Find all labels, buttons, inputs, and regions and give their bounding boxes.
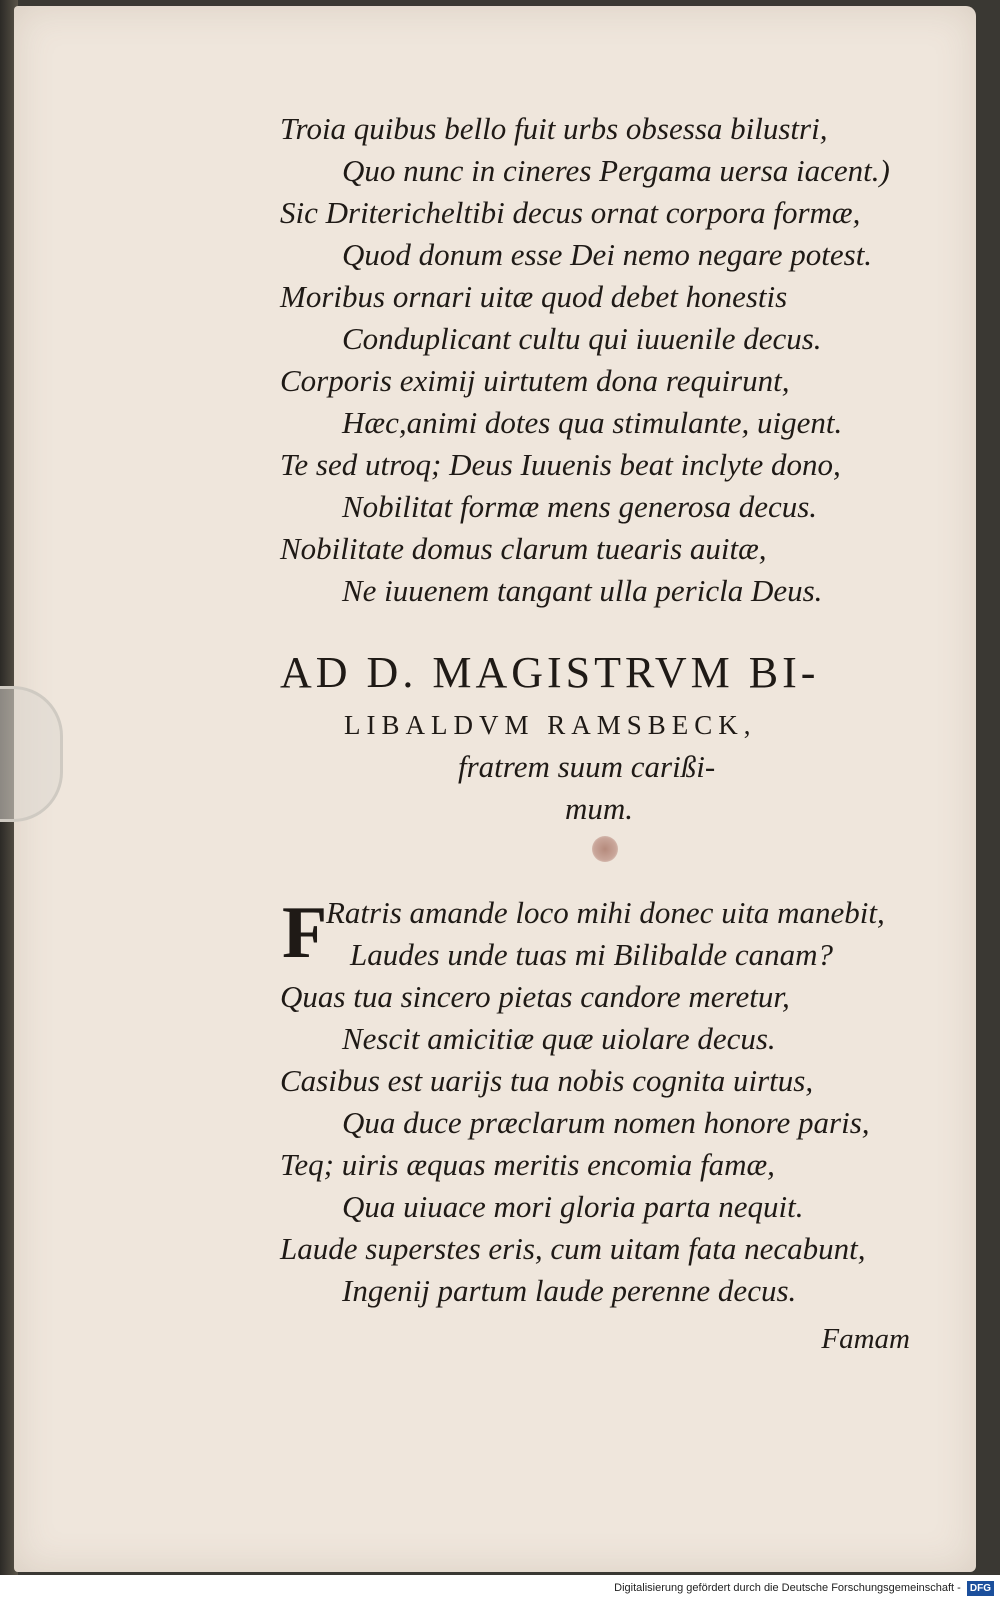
verse-line: Quo nunc in cineres Pergama uersa iacent.) bbox=[342, 153, 890, 188]
ornament-mark bbox=[592, 836, 618, 862]
verse-line: Conduplicant cultu qui iuuenile decus. bbox=[342, 321, 822, 356]
verse-line: Nescit amicitiæ quæ uiolare decus. bbox=[342, 1021, 776, 1056]
section-heading bbox=[280, 642, 940, 830]
digitization-footer bbox=[0, 1575, 1000, 1602]
heading-line-1: AD D. MAGISTRVM BI- bbox=[280, 648, 820, 697]
verse-line: Ne iuuenem tangant ulla pericla Deus. bbox=[342, 573, 823, 608]
verse-line: Laudes unde tuas mi Bilibalde canam? bbox=[350, 937, 834, 972]
verse-line: Casibus est uarijs tua nobis cognita uirtus, bbox=[280, 1063, 814, 1098]
verse-line: Te sed utroq; Deus Iuuenis beat inclyte dono, bbox=[280, 447, 841, 482]
verse-line: Laude superstes eris, cum uitam fata necabunt, bbox=[280, 1231, 866, 1266]
verse-line: Troia quibus bello fuit urbs obsessa bilustri, bbox=[280, 111, 828, 146]
footer-text: Digitalisierung gefördert durch die Deutsche Forschungsgemeinschaft - bbox=[614, 1582, 961, 1594]
verse-line: Sic Dritericheltibi decus ornat corpora formæ, bbox=[280, 195, 861, 230]
verse-line-rest: Ratris amande loco mihi donec uita manebit, bbox=[326, 895, 885, 930]
verse-line: Hæc,animi dotes qua stimulante, uigent. bbox=[342, 405, 843, 440]
poem-end bbox=[280, 108, 940, 612]
drop-cap: F bbox=[282, 892, 328, 974]
verse-line: Qua duce præclarum nomen honore paris, bbox=[342, 1105, 870, 1140]
verse-line: Corporis eximij uirtutem dona requirunt, bbox=[280, 363, 790, 398]
verse-line: Nobilitate domus clarum tuearis auitæ, bbox=[280, 531, 767, 566]
verse-line: Quod donum esse Dei nemo negare potest. bbox=[342, 237, 873, 272]
heading-line-3: fratrem suum carißi- bbox=[458, 749, 716, 784]
verse-line: Quas tua sincero pietas candore meretur, bbox=[280, 979, 790, 1014]
verse-line: Nobilitat formæ mens generosa decus. bbox=[342, 489, 818, 524]
dfg-logo: DFG bbox=[967, 1581, 994, 1596]
verse-line: Qua uiuace mori gloria parta nequit. bbox=[342, 1189, 804, 1224]
catchword: Famam bbox=[821, 1323, 910, 1355]
page-text bbox=[280, 108, 940, 1360]
verse-line: Teq; uiris æquas meritis encomia famæ, bbox=[280, 1147, 775, 1182]
verse-line: Moribus ornari uitæ quod debet honestis bbox=[280, 279, 788, 314]
poem-to-bilibald bbox=[280, 892, 940, 1360]
heading-line-2: LIBALDVM RAMSBECK, bbox=[344, 710, 757, 740]
heading-line-4: mum. bbox=[565, 791, 634, 826]
verse-line: Ingenij partum laude perenne decus. bbox=[342, 1273, 797, 1308]
